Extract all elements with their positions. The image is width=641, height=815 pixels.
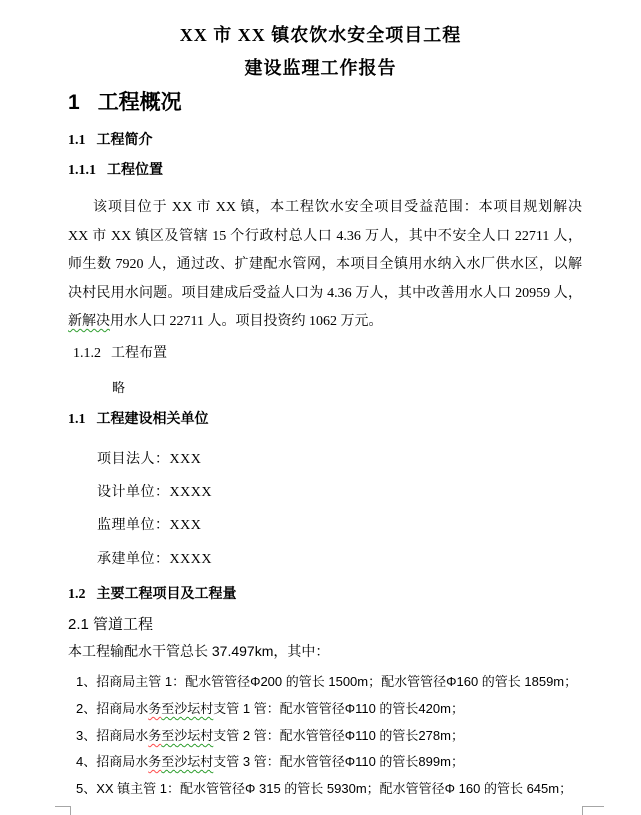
heading-2-1: 2.1 管道工程 — [68, 616, 154, 633]
omitted-note: 略 — [112, 380, 126, 395]
heading-1-2-number: 1.2 — [68, 587, 86, 602]
grammar-underline: 至沙坛村 — [161, 754, 214, 769]
heading-1-1-text: 工程简介 — [96, 131, 153, 147]
intro-paragraph-line-5: 新解决用水人口 22711 人。项目投资约 1062 万元。 — [68, 314, 383, 329]
pipe-total-line: 本工程输配水干管总长 37.497km，其中： — [68, 643, 330, 659]
party-line-supervisor: 监理单位：XXX — [97, 518, 202, 533]
doc-title-line2: 建设监理工作报告 — [244, 58, 397, 78]
heading-1-1-2 — [73, 345, 167, 362]
intro-paragraph-line-3: 师生数 7920 人，通过改、扩建配水管网，本项目全镇用水纳入水厂供水区，以解 — [68, 257, 582, 272]
pipe-item-4: 4、招商局水务至沙坛村支管 3 管：配水管管径Φ110 的管长899m； — [76, 754, 464, 769]
heading-1-1-units — [68, 410, 209, 428]
heading-1-2-text: 主要工程项目及工程量 — [96, 585, 237, 601]
grammar-underline: 至沙坛村 — [161, 728, 214, 743]
grammar-underline: 新解决 — [68, 314, 110, 329]
pipe-item-5: 5、XX 镇主管 1：配水管管径Φ 315 的管长 5930m；配水管管径Φ 160 的管长 645m； — [76, 781, 573, 796]
heading-1-2 — [68, 585, 237, 603]
spellcheck-underline: 务 — [148, 701, 162, 716]
spellcheck-underline: 务 — [148, 728, 162, 743]
heading-1-text: 工程概况 — [97, 91, 182, 114]
spellcheck-underline: 务 — [148, 754, 162, 769]
heading-1-1-1-number: 1.1.1 — [68, 163, 96, 178]
heading-1-1-1 — [68, 161, 163, 179]
intro-paragraph-line-4: 决村民用水问题。项目建成后受益人口为 4.36 万人，其中改善用水人口 20959 人， — [68, 286, 582, 301]
pipe-item-1: 1、招商局主管 1：配水管管径Φ200 的管长 1500m；配水管管径Φ160 的管长 1859m； — [76, 674, 578, 689]
pipe-item-3: 3、招商局水务至沙坛村支管 2 管：配水管管径Φ110 的管长278m； — [76, 728, 464, 743]
grammar-underline: 至沙坛村 — [161, 701, 214, 716]
doc-title-line1: XX 市 XX 镇农饮水安全项目工程 — [179, 25, 462, 45]
heading-1-1-2-text: 工程布置 — [111, 346, 167, 361]
party-line-contractor: 承建单位：XXXX — [97, 552, 212, 567]
heading-1-number: 1 — [68, 91, 80, 114]
heading-1-1-units-number: 1.1 — [68, 412, 86, 427]
intro-paragraph-line-2: XX 市 XX 镇区及管辖 15 个行政村总人口 4.36 万人，其中不安全人口 22711 人， — [68, 229, 582, 244]
heading-1-1-1-text: 工程位置 — [107, 161, 163, 177]
heading-1-1-number: 1.1 — [68, 133, 86, 148]
pipe-item-2: 2、招商局水务至沙坛村支管 1 管：配水管管径Φ110 的管长420m； — [76, 701, 464, 716]
party-line-designer: 设计单位：XXXX — [97, 485, 212, 500]
heading-1-1 — [68, 131, 153, 149]
text-boundary-mark-bottom-left — [55, 806, 71, 815]
party-line-owner: 项目法人：XXX — [97, 452, 202, 467]
intro-paragraph-line-1: 该项目位于 XX 市 XX 镇，本工程饮水安全项目受益范围：本项目规划解决 — [93, 200, 582, 215]
text-boundary-mark-bottom-right — [582, 806, 604, 815]
heading-1-1-units-text: 工程建设相关单位 — [96, 410, 209, 426]
heading-1 — [68, 91, 182, 115]
heading-1-1-2-number: 1.1.2 — [73, 346, 101, 361]
